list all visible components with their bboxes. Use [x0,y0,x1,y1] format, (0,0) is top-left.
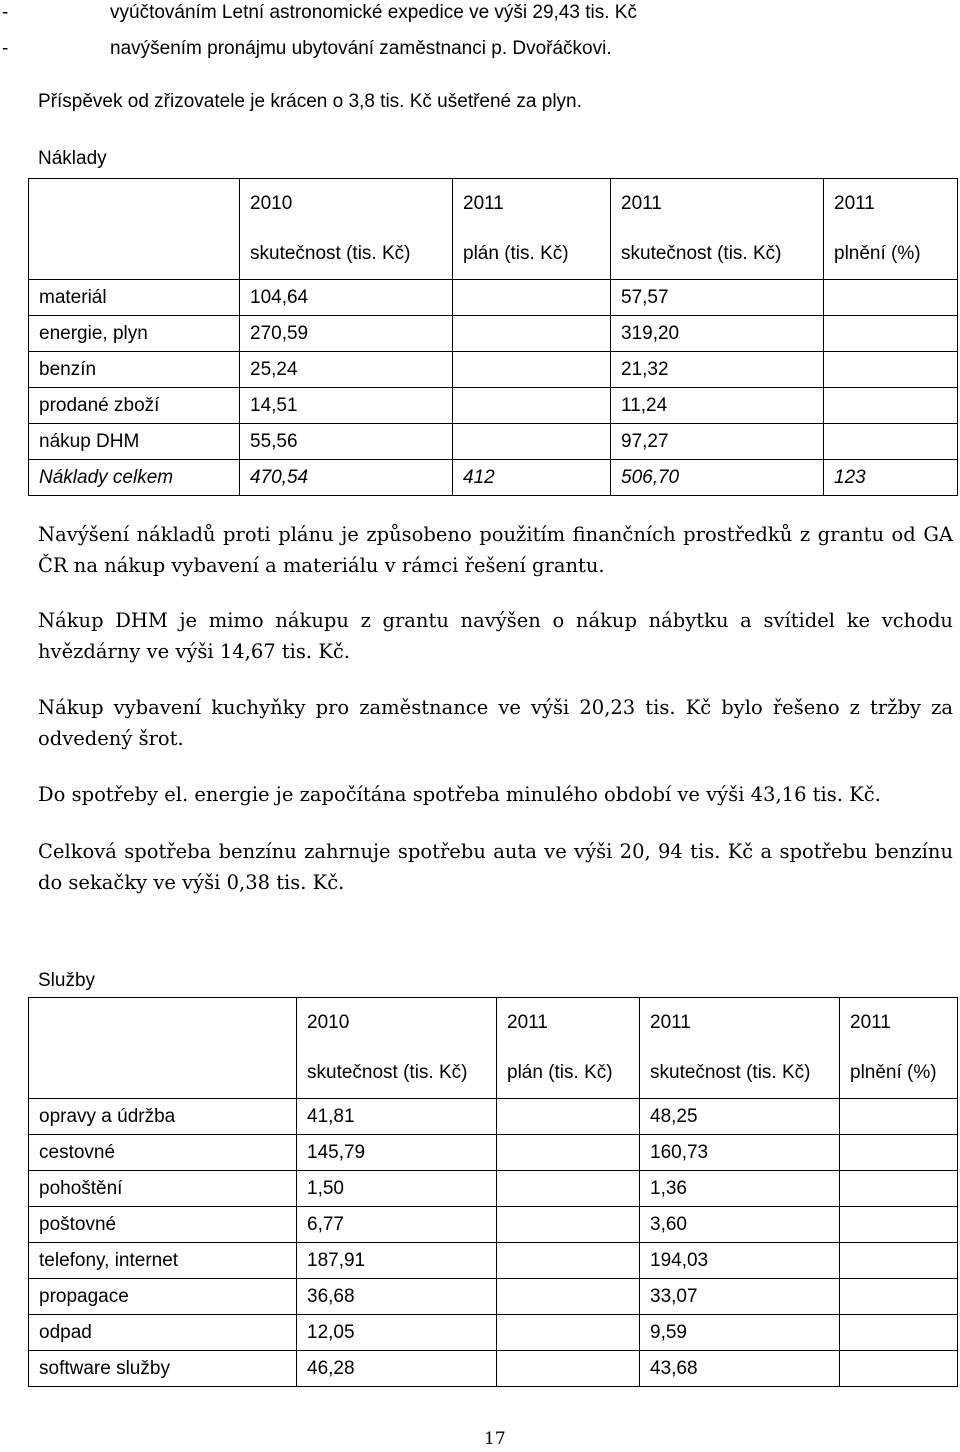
page-number: 17 [484,1429,506,1449]
table-cell: 6,77 [297,1207,497,1243]
table-cell: odpad [29,1315,297,1351]
bullet-text: vyúčtováním Letní astronomické expedice ve výši 29,43 tis. Kč [110,2,637,23]
header-cell: 2011 plnění (%) [840,998,958,1099]
table-cell [840,1243,958,1279]
table-cell [453,424,611,460]
table-cell: Náklady celkem [29,460,240,496]
table-cell: 1,50 [297,1171,497,1207]
table-cell [497,1171,640,1207]
table-cell [824,280,958,316]
table-cell: 25,24 [240,352,453,388]
table-cell: 187,91 [297,1243,497,1279]
table-row [29,1207,958,1243]
table-header-row [29,998,958,1099]
table-row [29,316,958,352]
table-cell [840,1099,958,1135]
table-cell: 506,70 [611,460,824,496]
table-cell [824,424,958,460]
bullet-text: navýšením pronájmu ubytování zaměstnanci p. Dvořáčkovi. [110,38,612,59]
header-cell [29,998,297,1099]
table-cell: 104,64 [240,280,453,316]
table-row [29,1279,958,1315]
section-heading-sluzby: Služby [38,970,96,991]
table-cell: 145,79 [297,1135,497,1171]
table-cell [840,1135,958,1171]
header-cell: 2011 plán (tis. Kč) [453,179,611,280]
table-cell: propagace [29,1279,297,1315]
table-cell: software služby [29,1351,297,1387]
paragraph: Navýšení nákladů proti plánu je způsobeno použitím finančních prostředků z grantu od GA ČR na nákup vybavení a materiálu v rámci řešení grantu. [38,523,953,577]
paragraph: Celková spotřeba benzínu zahrnuje spotřebu auta ve výši 20, 94 tis. Kč a spotřebu benzínu do sekačky ve výši 0,38 tis. Kč. [38,840,953,894]
table-cell [453,352,611,388]
table-cell: 48,25 [640,1099,840,1135]
table-cell: 3,60 [640,1207,840,1243]
table-cell: telefony, internet [29,1243,297,1279]
table-cell [840,1279,958,1315]
header-cell: 2011 skutečnost (tis. Kč) [640,998,840,1099]
table-cell: 36,68 [297,1279,497,1315]
table-cell: 33,07 [640,1279,840,1315]
table-cell: 319,20 [611,316,824,352]
header-cell: 2011 plán (tis. Kč) [497,998,640,1099]
table-cell: 12,05 [297,1315,497,1351]
table-cell: 412 [453,460,611,496]
table-cell: 270,59 [240,316,453,352]
table-cell: 97,27 [611,424,824,460]
table-total-row [29,460,958,496]
bullet-dash: - [2,2,9,23]
table-cell: benzín [29,352,240,388]
table-cell: 57,57 [611,280,824,316]
table-cell [840,1171,958,1207]
table-cell [840,1351,958,1387]
table-row [29,1351,958,1387]
table-row [29,1315,958,1351]
table-cell: 14,51 [240,388,453,424]
table-cell: materiál [29,280,240,316]
table-cell: 46,28 [297,1351,497,1387]
table-cell [453,316,611,352]
table-row [29,388,958,424]
contribution-note: Příspěvek od zřizovatele je krácen o 3,8 tis. Kč ušetřené za plyn. [38,91,582,112]
table-cell [497,1243,640,1279]
paragraph: Nákup vybavení kuchyňky pro zaměstnance ve výši 20,23 tis. Kč bylo řešeno z tržby za odvedený šrot. [38,696,953,750]
table-cell: 21,32 [611,352,824,388]
table-row [29,1099,958,1135]
table-cell [453,388,611,424]
table-cell [824,388,958,424]
table-row [29,1171,958,1207]
table-cell: 1,36 [640,1171,840,1207]
table-cell: 55,56 [240,424,453,460]
bullet-dash: - [2,38,9,59]
table-cell [824,352,958,388]
table-cell [840,1207,958,1243]
table-row [29,352,958,388]
header-cell [29,179,240,280]
table-cell: nákup DHM [29,424,240,460]
sluzby-table [28,997,958,1387]
table-cell: opravy a údržba [29,1099,297,1135]
table-cell [453,280,611,316]
table-row [29,1243,958,1279]
table-cell: cestovné [29,1135,297,1171]
table-cell: 11,24 [611,388,824,424]
table-cell: poštovné [29,1207,297,1243]
table-cell [497,1315,640,1351]
paragraph: Nákup DHM je mimo nákupu z grantu navýšen o nákup nábytku a svítidel ke vchodu hvězdárny ve výši 14,67 tis. Kč. [38,609,953,663]
header-cell: 2011 skutečnost (tis. Kč) [611,179,824,280]
table-cell [840,1315,958,1351]
header-cell: 2010 skutečnost (tis. Kč) [240,179,453,280]
header-cell: 2010 skutečnost (tis. Kč) [297,998,497,1099]
header-cell: 2011 plnění (%) [824,179,958,280]
paragraph: Do spotřeby el. energie je započítána spotřeba minulého období ve výši 43,16 tis. Kč. [38,783,881,806]
table-cell [497,1279,640,1315]
table-cell: energie, plyn [29,316,240,352]
table-row [29,1135,958,1171]
table-cell: prodané zboží [29,388,240,424]
table-cell: 160,73 [640,1135,840,1171]
table-cell [497,1351,640,1387]
section-heading-naklady: Náklady [38,148,107,169]
table-cell [497,1135,640,1171]
table-row [29,280,958,316]
table-cell: 194,03 [640,1243,840,1279]
table-cell [497,1207,640,1243]
table-cell [497,1099,640,1135]
table-row [29,424,958,460]
table-header-row [29,179,958,280]
table-cell: 9,59 [640,1315,840,1351]
table-cell: 43,68 [640,1351,840,1387]
table-cell: 123 [824,460,958,496]
table-cell [824,316,958,352]
table-cell: 470,54 [240,460,453,496]
table-cell: 41,81 [297,1099,497,1135]
naklady-table [28,178,958,496]
table-cell: pohoštění [29,1171,297,1207]
